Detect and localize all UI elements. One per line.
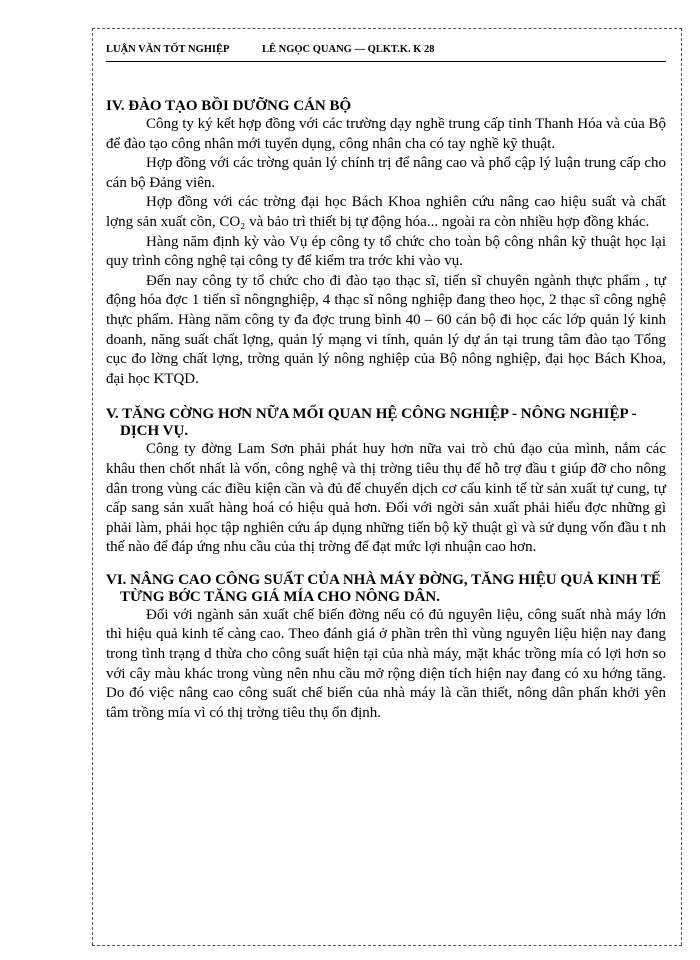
paragraph: Hàng năm định kỳ vào Vụ ép công ty tổ chức cho toàn bộ công nhân kỹ thuật học lại quy trình công nghệ tại công ty để kiểm tra trớc khi vào vụ. [106,233,666,270]
header-divider [106,61,666,62]
section-heading-vi: VI. NÂNG CAO CÔNG SUẤT CỦA NHÀ MÁY ĐỜNG, TĂNG HIỆU QUẢ KINH TẾ TỪNG BỚC TĂNG GIÁ MÍA CHO NÔNG DÂN. [106,571,661,605]
spacer [106,558,666,572]
page-header [106,44,666,62]
spacer [106,389,666,406]
page-border-bottom [92,945,682,946]
section-heading-v: V. TĂNG CỜNG HƠN NỮA MỐI QUAN HỆ CÔNG NGHIỆP - NÔNG NGHIỆP - DỊCH VỤ. [106,406,637,440]
page-border-top [92,28,682,29]
paragraph: Công ty đờng Lam Sơn phải phát huy hơn nữa vai trò chủ đạo của mình, nắm các khâu then chốt nhất là vốn, công nghệ và thị trờng tiêu thụ để hỗ trợ đầu t giúp đỡ cho nông dân trong vùng các điều kiện cần và đủ để chuyển dịch cơ cấu kinh tế từ sản xuất tự cung, tự cấp sang sản xuất hàng hoá có hiệu quả hơn. Đối với ngời sản xuất phải hiểu đợc những gì phải làm, phải học tập nghiên cứu áp dụng những tiến bộ kỹ thuật gì và sử dụng vốn đầu t nh thế nào để đáp ứng nhu cầu của thị trờng để đạt mức lợi nhuận cao hơn. [106,441,666,556]
page-border-right [681,28,682,945]
paragraph: Đối với ngành sản xuất chế biến đờng nếu có đủ nguyên liệu, công suất nhà máy lớn thì hiệu quả kinh tế càng cao. Theo đánh giá ở phần trên thì vùng nguyên liệu hiện nay đang trong tình trạng d thừa cho công suất hiện tại của nhà máy, mặt khác trồng mía có lợi hơn so với cây màu khác trong vùng nên nhu cầu mở rộng diện tích hiện nay đang có xu hớng tăng. Do đó việc nâng cao công suất chế biến của nhà máy là cần thiết, nông dân phấn khởi yên tâm trồng mía vì có thị trờng tiêu thụ ổn định. [106,606,666,721]
header-author: LÊ NGỌC QUANG — QLKT.K. K 28 [262,44,435,55]
page-border-left [92,28,93,945]
paragraph: Đến nay công ty tổ chức cho đi đào tạo thạc sĩ, tiến sĩ chuyên ngành thực phẩm , tự động hóa đợc 1 tiến sĩ nôngnghiệp, 4 thạc sĩ nông nghiệp đang theo học, 2 thạc sĩ công nghệ thực phẩm. Hàng năm công ty đa đợc trung bình 40 – 60 cán bộ đi học các lớp quản lý kinh doanh, năng suất chất lợng, quản lý mạng vi tính, quản lý dự án tại trung tâm đào tạo Tổng cục đo lờng chất lợng, trờng quản lý nông nghiệp của Bộ nông nghiệp, đại học Bách Khoa, đại học KTQD. [106,272,666,387]
paragraph: Công ty ký kết hợp đồng với các trường dạy nghề trung cấp tỉnh Thanh Hóa và của Bộ để đào tạo công nhân mới tuyển dụng, công nhân cha có tay nghề kỹ thuật. [106,116,666,152]
section-heading-iv: IV. ĐÀO TẠO BỒI DƯỠNG CÁN BỘ [106,98,352,114]
paragraph: Hợp đồng với các trờng đại học Bách Khoa nghiên cứu nâng cao hiệu suất và chất lợng sản xuất cồn, CO₂ và bảo trì thiết bị tự động hóa... ngoài ra còn nhiều hợp đồng khác. [106,194,666,230]
paragraph: Hợp đồng với các trờng quản lý chính trị để nâng cao và phổ cập lý luận trung cấp cho cán bộ Đảng viên. [106,155,666,191]
document-body [106,98,666,723]
header-thesis-label: LUẬN VĂN TỐT NGHIỆP [106,44,230,55]
